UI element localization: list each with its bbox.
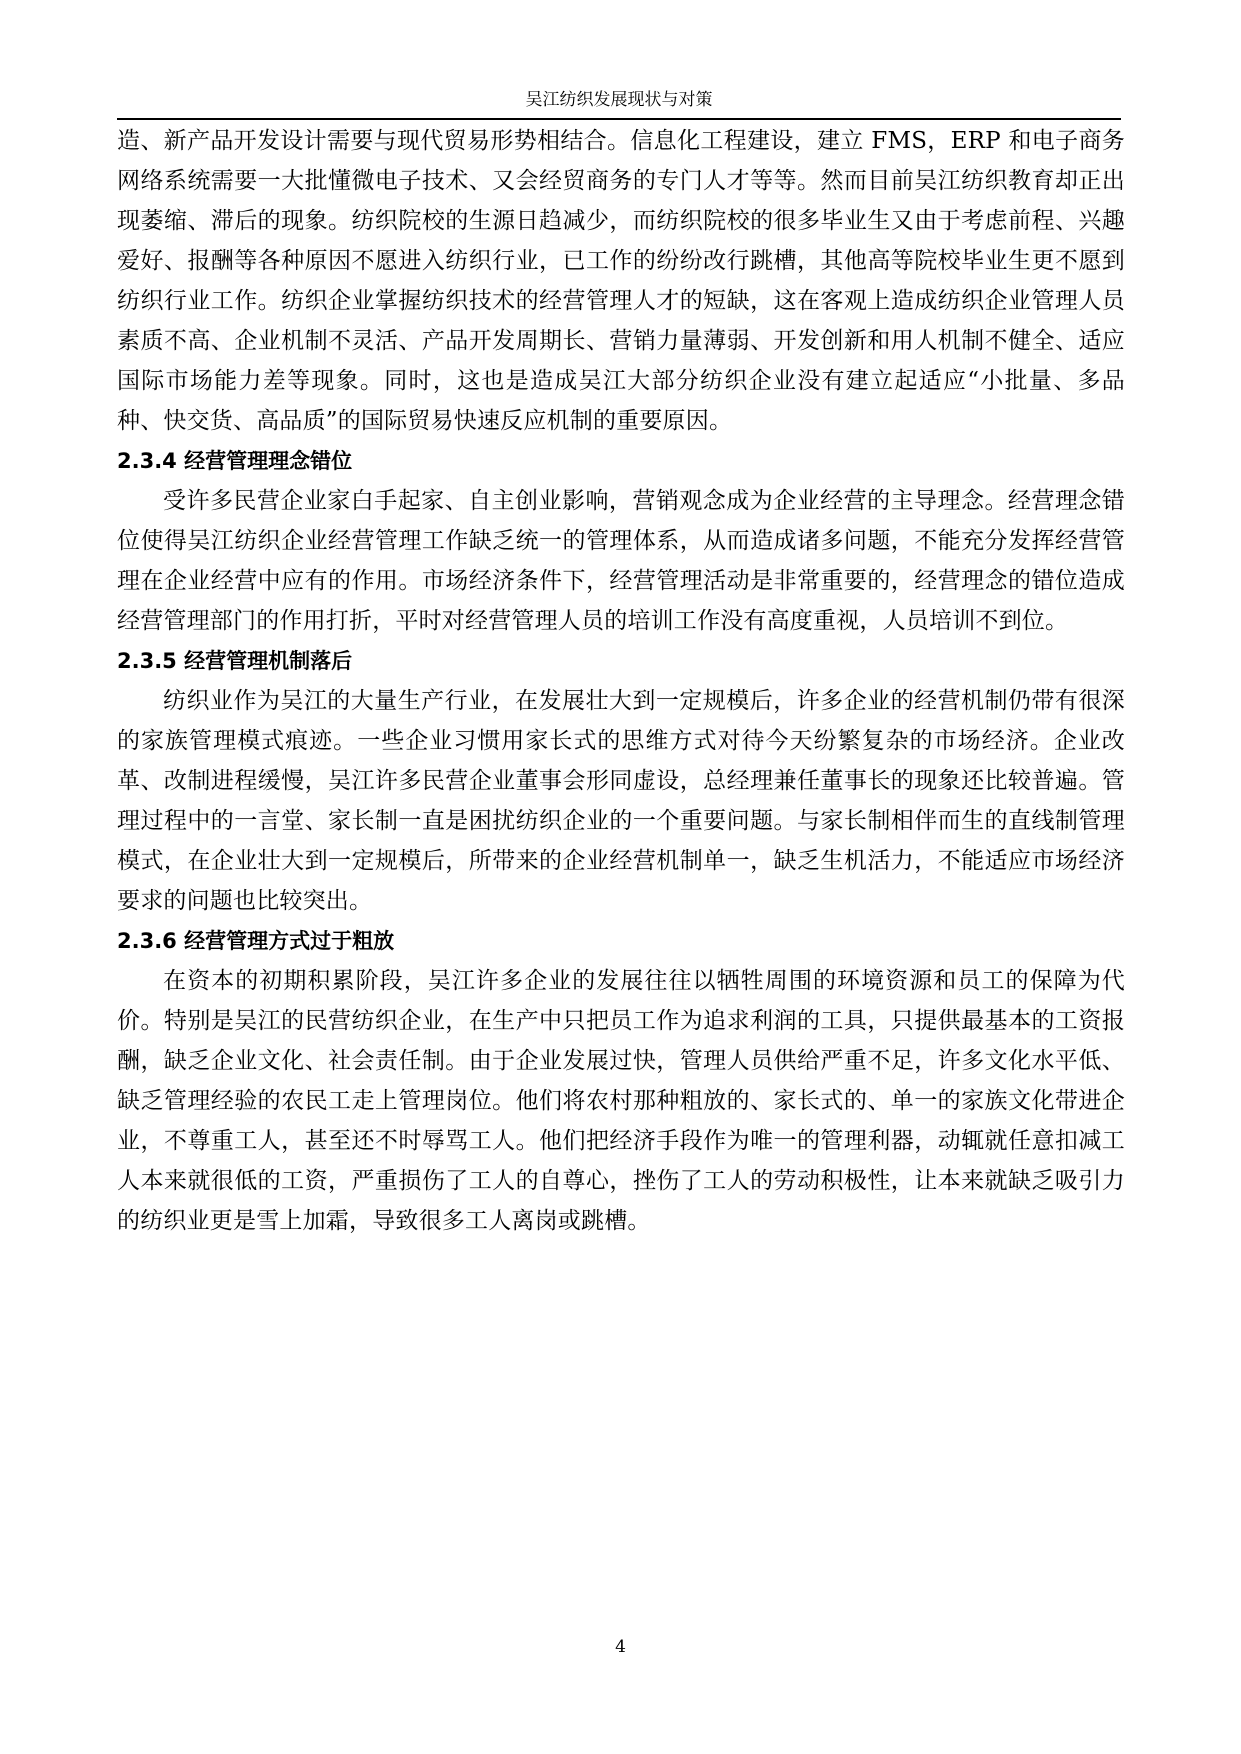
section-heading-2-3-5: 2.3.5 经营管理机制落后 <box>117 649 353 673</box>
page-number: 4 <box>615 1637 626 1657</box>
section-heading-2-3-6: 2.3.6 经营管理方式过于粗放 <box>117 929 395 953</box>
continued-paragraph: 造、新产品开发设计需要与现代贸易形势相结合。信息化工程建设，建立 FMS，ERP 和电子商务网络系统需要一大批懂微电子技术、又会经贸商务的专门人才等等。然而目前吴江纺织教育却正出现萎缩、滞后的现象。纺织院校的生源日趋减少，而纺织院校的很多毕业生又由于考虑前程、兴趣爱好、报酬等各种原因不愿进入纺织行业，已工作的纷纷改行跳槽，其他高等院校毕业生更不愿到纺织行业工作。纺织企业掌握纺织技术的经营管理人才的短缺，这在客观上造成纺织企业管理人员素质不高、企业机制不灵活、产品开发周期长、营销力量薄弱、开发创新和用人机制不健全、适应国际市场能力差等现象。同时，这也是造成吴江大部分纺织企业没有建立起适应“小批量、多品种、快交货、高品质”的国际贸易快速反应机制的重要原因。 <box>117 128 1125 434</box>
running-header: 吴江纺织发展现状与对策 <box>525 90 713 110</box>
document-body <box>117 121 1125 1241</box>
section-paragraph-2-3-5: 纺织业作为吴江的大量生产行业，在发展壮大到一定规模后，许多企业的经营机制仍带有很深的家族管理模式痕迹。一些企业习惯用家长式的思维方式对待今天纷繁复杂的市场经济。企业改革、改制进程缓慢，吴江许多民营企业董事会形同虚设，总经理兼任董事长的现象还比较普遍。管理过程中的一言堂、家长制一直是困扰纺织企业的一个重要问题。与家长制相伴而生的直线制管理模式，在企业壮大到一定规模后，所带来的企业经营机制单一，缺乏生机活力，不能适应市场经济要求的问题也比较突出。 <box>117 688 1125 914</box>
header-divider <box>117 118 1121 120</box>
section-paragraph-2-3-6: 在资本的初期积累阶段，吴江许多企业的发展往往以牺牲周围的环境资源和员工的保障为代价。特别是吴江的民营纺织企业，在生产中只把员工作为追求利润的工具，只提供最基本的工资报酬，缺乏企业文化、社会责任制。由于企业发展过快，管理人员供给严重不足，许多文化水平低、缺乏管理经验的农民工走上管理岗位。他们将农村那种粗放的、家长式的、单一的家族文化带进企业，不尊重工人，甚至还不时辱骂工人。他们把经济手段作为唯一的管理利器，动辄就任意扣减工人本来就很低的工资，严重损伤了工人的自尊心，挫伤了工人的劳动积极性，让本来就缺乏吸引力的纺织业更是雪上加霜，导致很多工人离岗或跳槽。 <box>117 968 1125 1234</box>
section-paragraph-2-3-4: 受许多民营企业家白手起家、自主创业影响，营销观念成为企业经营的主导理念。经营理念错位使得吴江纺织企业经营管理工作缺乏统一的管理体系，从而造成诸多问题，不能充分发挥经营管理在企业经营中应有的作用。市场经济条件下，经营管理活动是非常重要的，经营理念的错位造成经营管理部门的作用打折，平时对经营管理人员的培训工作没有高度重视，人员培训不到位。 <box>117 488 1125 634</box>
section-heading-2-3-4: 2.3.4 经营管理理念错位 <box>117 449 353 473</box>
